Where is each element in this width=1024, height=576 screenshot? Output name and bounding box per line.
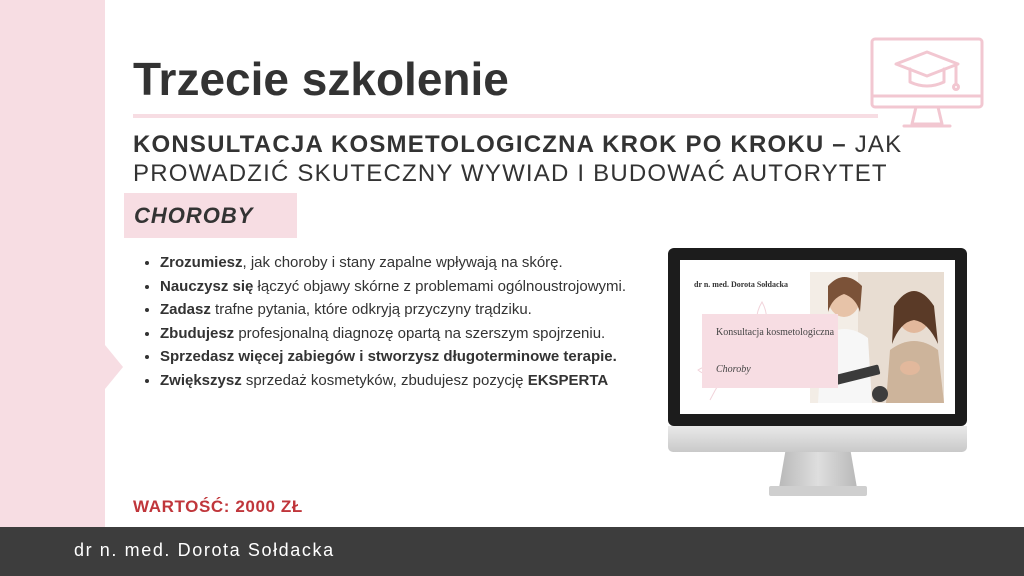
- screen-title: Konsultacja kosmetologiczna: [716, 327, 835, 338]
- bullet-bold: Zbudujesz: [160, 324, 235, 342]
- monitor-frame: [668, 248, 967, 426]
- topic-label: CHOROBY: [134, 203, 254, 228]
- bullet-bold: Zwiększysz: [160, 371, 242, 389]
- monitor-stand: [779, 452, 857, 488]
- benefits-list: [140, 252, 630, 393]
- bullet-bold-expert: EKSPERTA: [527, 371, 609, 389]
- list-item: [160, 346, 630, 369]
- page-title: Trzecie szkolenie: [133, 53, 509, 105]
- left-accent-band: [0, 0, 105, 527]
- bullet-text: łączyć objawy skórne z problemami ogólnoustrojowymi.: [253, 277, 627, 295]
- bullet-text: trafne pytania, które odkryją przyczyny trądziku.: [210, 301, 532, 318]
- screen-title-box: [702, 314, 838, 388]
- bullet-text: , jak choroby i stany zapalne wpływają na skórę.: [242, 254, 563, 271]
- footer-bar: [0, 527, 1024, 576]
- title-divider: [133, 114, 878, 118]
- list-item: [160, 276, 630, 299]
- monitor-chin: [668, 426, 967, 452]
- monitor-mockup: [668, 248, 967, 502]
- graduation-cap-monitor-icon: [868, 36, 986, 138]
- band-notch: [105, 345, 123, 389]
- bullet-bold: Sprzedasz więcej zabiegów i stworzysz długoterminowe terapie.: [160, 348, 617, 365]
- subtitle-bold: KONSULTACJA KOSMETOLOGICZNA KROK PO KROKU –: [133, 131, 847, 158]
- footer-author-name: dr n. med. Dorota Sołdacka: [74, 540, 335, 560]
- bullet-bold: Zrozumiesz: [160, 254, 243, 271]
- course-subtitle: [133, 130, 913, 188]
- bullet-text: sprzedaż kosmetyków, zbudujesz pozycję: [241, 371, 528, 389]
- list-item: [160, 323, 630, 346]
- monitor-screen: [680, 260, 955, 414]
- price-value: WARTOŚĆ: 2000 ZŁ: [133, 497, 303, 516]
- list-item: [160, 252, 630, 275]
- list-item: [160, 299, 630, 322]
- list-item: [160, 370, 630, 393]
- screen-author: dr n. med. Dorota Sołdacka: [694, 280, 788, 289]
- screen-topic: Choroby: [716, 364, 751, 375]
- topic-tag: [124, 193, 297, 238]
- monitor-base: [769, 486, 867, 496]
- bullet-bold: Zadasz: [160, 301, 211, 318]
- subtitle-rest: JAK PROWADZIĆ SKUTECZNY WYWIAD I BUDOWAĆ AUTORYTET: [133, 131, 903, 187]
- bullet-text: profesjonalną diagnozę opartą na szerszym spojrzeniu.: [234, 324, 606, 342]
- bullet-bold: Nauczysz się: [160, 277, 254, 295]
